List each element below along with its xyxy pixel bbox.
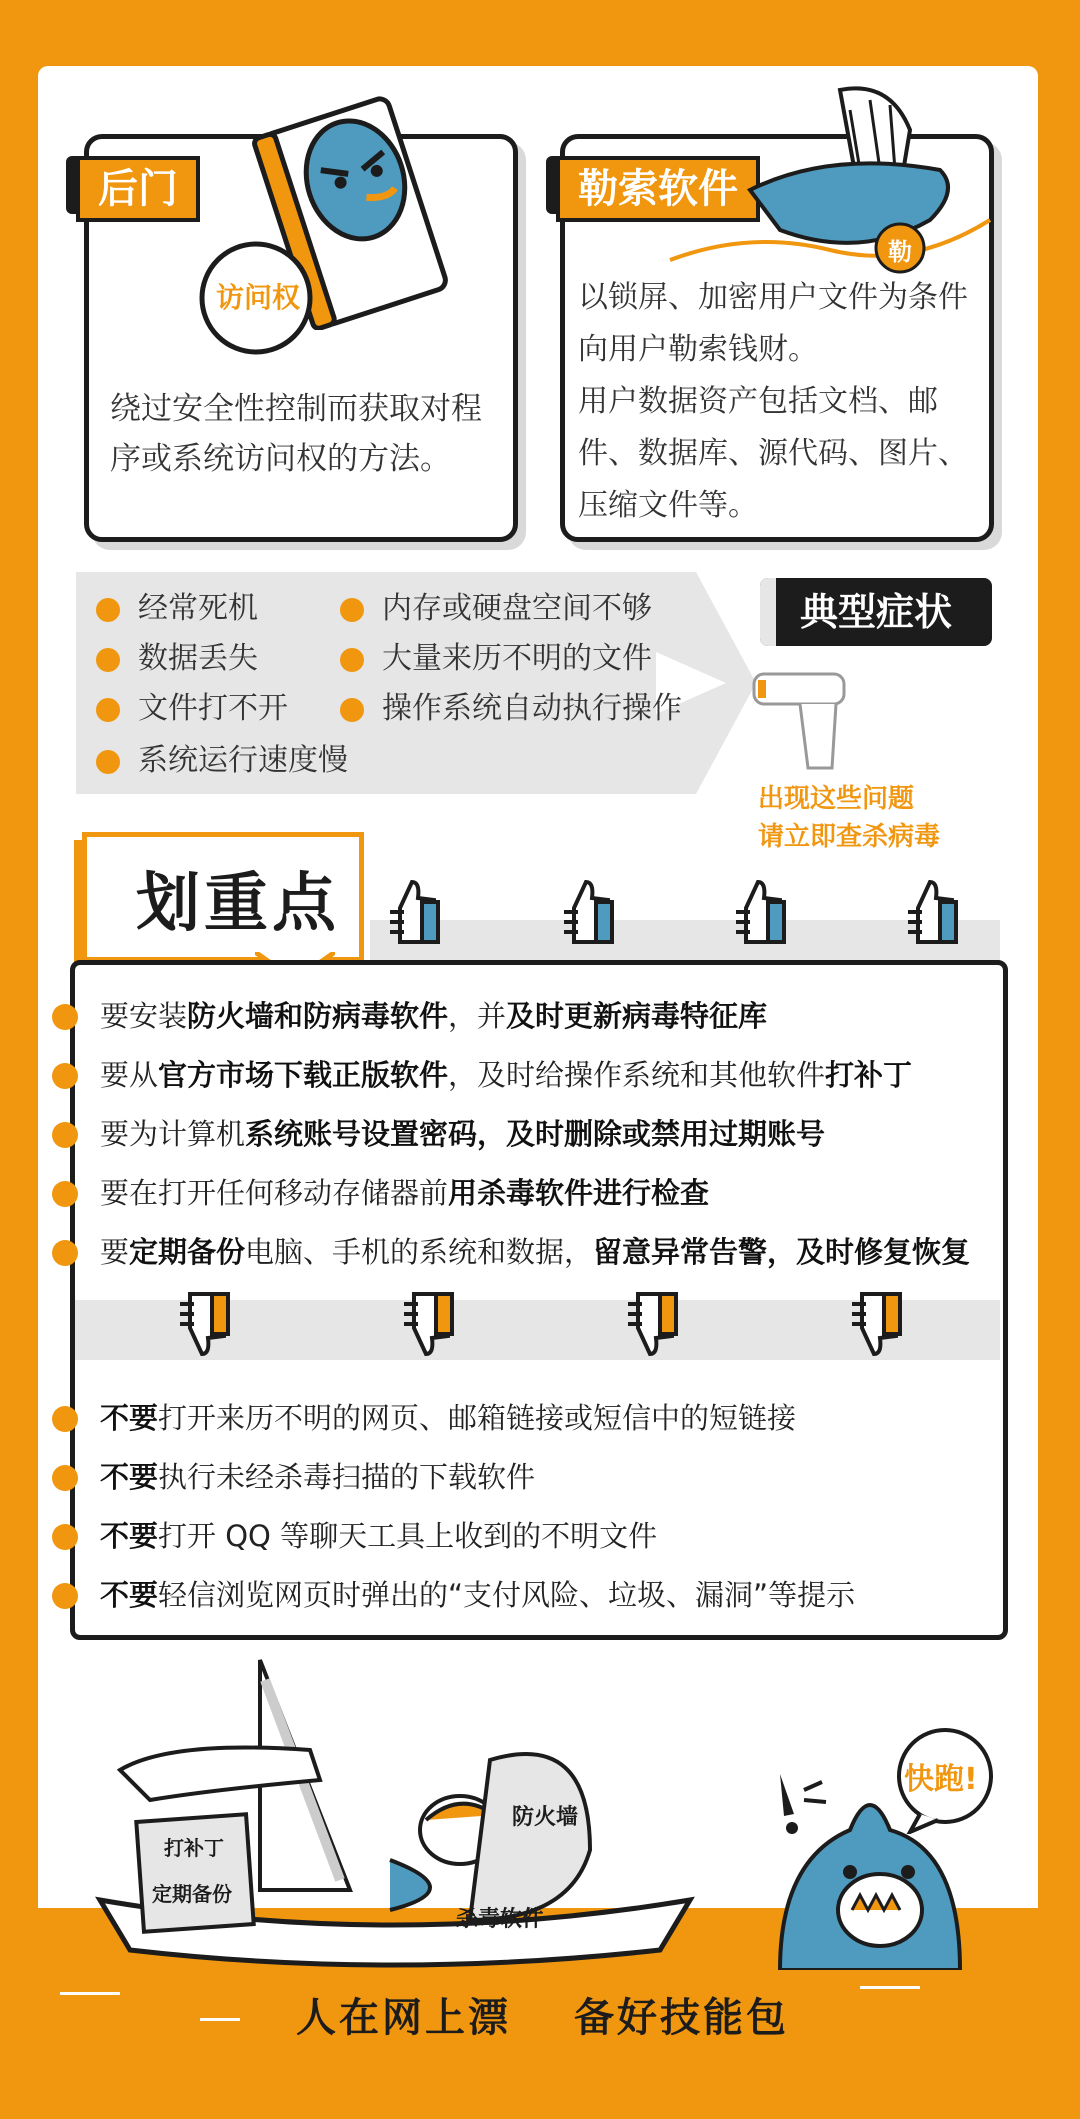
thumbs-up-icon [728,878,794,948]
box-label-patch: 打补丁 [164,1836,224,1860]
backdoor-badge-label: 访问权 [216,281,301,314]
wave-lines [60,1992,120,1995]
symptoms-note-2: 请立即查杀病毒 [758,822,941,852]
ransomware-description-1: 以锁屏、加密用户文件为条件向用户勒索钱财。 [578,280,968,367]
thumbs-down-icon [172,1288,238,1358]
do-rule: 要从官方市场下载正版软件，及时给操作系统和其他软件打补丁 [60,1055,912,1095]
do-rule: 要定期备份电脑、手机的系统和数据，留意异常告警，及时修复恢复 [60,1232,970,1272]
symptoms-title [760,578,992,646]
thumbs-down-icon [844,1288,910,1358]
dont-rule: 不要打开来历不明的网页、邮箱链接或短信中的短链接 [60,1398,796,1438]
symptom-item: 内存或硬盘空间不够 [340,584,652,634]
backdoor-tag: 后门 [76,156,200,222]
symptom-item: 操作系统自动执行操作 [340,684,682,734]
do-rule: 要在打开任何移动存储器前用杀毒软件进行检查 [60,1173,709,1213]
thumbs-up-icon [382,878,448,948]
thumbs-up-icon [556,878,622,948]
ransom-badge-label: 勒 [888,238,912,266]
dont-rule: 不要打开 QQ 等聊天工具上收到的不明文件 [60,1516,657,1556]
thumbs-down-icon [396,1288,462,1358]
slogan-part-1: 人在网上漂 [296,1995,511,2041]
backdoor-description: 绕过安全性控制而获取对程序或系统访问权的方法。 [110,391,482,477]
shout-text: 快跑! [904,1762,978,1797]
do-rule: 要为计算机系统账号设置密码，及时删除或禁用过期账号 [60,1114,825,1154]
symptom-item: 数据丢失 [96,634,258,684]
key-title: 划重点 [136,867,340,941]
do-rule: 要安装防火墙和防病毒软件，并及时更新病毒特征库 [60,996,767,1036]
dont-rule: 不要执行未经杀毒扫描的下载软件 [60,1457,535,1497]
wave-lines [200,2018,240,2021]
ransomware-tag: 勒索软件 [556,156,760,222]
symptoms-title-text: 典型症状 [799,590,952,634]
slogan-part-2: 备好技能包 [574,1995,789,2041]
box-label-backup: 定期备份 [152,1882,232,1906]
wave-lines [860,1986,920,1989]
boat-scene-illustration [90,1650,710,1970]
thumbs-up-icon [900,878,966,948]
symptom-item: 系统运行速度慢 [96,736,348,786]
ransomware-description-2: 用户数据资产包括文档、邮件、数据库、源代码、图片、压缩文件等。 [578,384,968,523]
bag-label-firewall: 防火墙 [512,1805,579,1830]
dont-rule: 不要轻信浏览网页时弹出的“支付风险、垃圾、漏洞”等提示 [60,1575,855,1615]
bag-label-antivirus: 杀毒软件 [456,1907,545,1932]
ransom-character-illustration [660,80,1000,280]
symptom-item: 大量来历不明的文件 [340,634,652,684]
exclamation-icon [760,1770,830,1840]
thumbs-down-icon [620,1288,686,1358]
symptoms-title-bar [760,578,776,646]
symptom-item: 文件打不开 [96,684,288,734]
symptoms-note-1: 出现这些问题 [758,784,915,814]
symptom-item: 经常死机 [96,584,258,634]
thermometer-icon [750,668,860,778]
